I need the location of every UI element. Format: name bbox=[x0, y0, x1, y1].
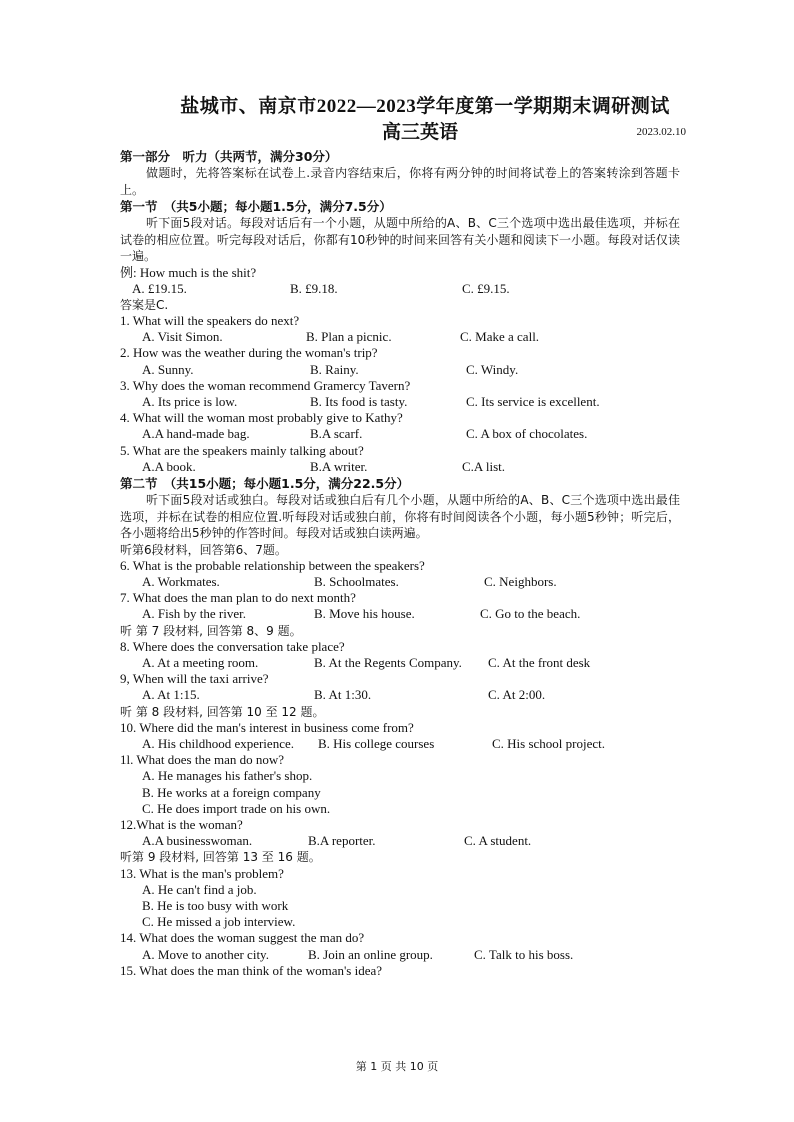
page-number: 第 1 页 共 10 页 bbox=[355, 1060, 439, 1073]
q9-option-c: C. At 2:00. bbox=[488, 687, 546, 703]
material-7-note: 听 第 7 段材料, 回答第 8、9 题。 bbox=[120, 623, 302, 638]
section1-heading: 第一节 （共5小题；每小题1.5分，满分7.5分） bbox=[120, 199, 392, 214]
question-5-options bbox=[120, 459, 680, 475]
q8-option-c: C. At the front desk bbox=[488, 654, 591, 670]
question-4: 4. What will the woman most probably give to Kathy? bbox=[120, 410, 403, 426]
q11-option-b: B. He works at a foreign company bbox=[142, 784, 321, 800]
q9-option-a: A. At 1:15. bbox=[142, 687, 200, 703]
question-15: 15. What does the man think of the woman's idea? bbox=[120, 962, 383, 978]
q14-option-a: A. Move to another city. bbox=[142, 946, 269, 962]
question-7-options bbox=[120, 606, 680, 622]
q13-option-a: A. He can't find a job. bbox=[142, 881, 257, 897]
question-6: 6. What is the probable relationship between the speakers? bbox=[120, 557, 425, 573]
q7-option-c: C. Go to the beach. bbox=[480, 606, 581, 622]
q3-option-a: A. Its price is low. bbox=[142, 394, 238, 410]
question-9-options bbox=[120, 687, 680, 703]
q5-option-c: C.A list. bbox=[462, 458, 505, 474]
q5-option-a: A.A book. bbox=[142, 458, 196, 474]
question-7: 7. What does the man plan to do next month? bbox=[120, 590, 356, 606]
question-9: 9, When will the taxi arrive? bbox=[120, 671, 269, 687]
q12-option-c: C. A student. bbox=[464, 833, 532, 849]
example-answer: 答案是C. bbox=[120, 297, 169, 312]
q4-option-a: A.A hand-made bag. bbox=[142, 426, 250, 442]
q6-option-a: A. Workmates. bbox=[142, 573, 220, 589]
q11-option-c: C. He does import trade on his own. bbox=[142, 800, 331, 816]
q2-option-b: B. Rainy. bbox=[310, 361, 359, 377]
q13-option-b: B. He is too busy with work bbox=[142, 897, 289, 913]
q4-option-c: C. A box of chocolates. bbox=[466, 426, 588, 442]
q2-option-a: A. Sunny. bbox=[142, 361, 194, 377]
example-question: 例: How much is the shit? bbox=[120, 264, 257, 280]
question-11: 1l. What does the man do now? bbox=[120, 752, 285, 768]
q1-option-a: A. Visit Simon. bbox=[142, 329, 223, 345]
exam-date: 2023.02.10 bbox=[636, 126, 686, 138]
question-14: 14. What does the woman suggest the man do? bbox=[120, 930, 365, 946]
q13-option-c: C. He missed a job interview. bbox=[142, 914, 296, 930]
q3-option-c: C. Its service is excellent. bbox=[466, 394, 600, 410]
question-2-options bbox=[120, 362, 680, 378]
q1-option-c: C. Make a call. bbox=[460, 329, 540, 345]
question-10: 10. Where did the man's interest in business come from? bbox=[120, 719, 414, 735]
q12-option-b: B.A reporter. bbox=[308, 833, 376, 849]
q3-option-b: B. Its food is tasty. bbox=[310, 394, 408, 410]
question-1-options bbox=[120, 329, 680, 345]
title-sub-row bbox=[120, 120, 686, 146]
q10-option-a: A. His childhood experience. bbox=[142, 735, 294, 751]
example-option-a: A. £19.15. bbox=[132, 280, 187, 296]
question-3-options bbox=[120, 394, 680, 410]
q8-option-a: A. At a meeting room. bbox=[142, 654, 259, 670]
exam-page bbox=[120, 92, 686, 979]
question-14-options bbox=[120, 947, 680, 963]
q5-option-b: B.A writer. bbox=[310, 458, 368, 474]
exam-title: 盐城市、南京市2022—2023学年度第一学期期末调研测试 bbox=[180, 96, 670, 117]
q6-option-c: C. Neighbors. bbox=[484, 573, 557, 589]
section2-heading: 第二节 （共15小题；每小题1.5分，满分22.5分） bbox=[120, 476, 410, 492]
example-option-b: B. £9.18. bbox=[290, 280, 338, 296]
question-8-options bbox=[120, 655, 680, 671]
q2-option-c: C. Windy. bbox=[466, 361, 519, 377]
question-12-options bbox=[120, 833, 680, 849]
question-6-options bbox=[120, 574, 680, 590]
q10-option-b: B. His college courses bbox=[318, 735, 435, 751]
question-2: 2. How was the weather during the woman's trip? bbox=[120, 345, 378, 361]
material-9-note: 听第 9 段材料, 回答第 13 至 16 题。 bbox=[120, 850, 321, 865]
q10-option-c: C. His school project. bbox=[492, 735, 606, 751]
q9-option-b: B. At 1:30. bbox=[314, 687, 372, 703]
q12-option-a: A.A businesswoman. bbox=[142, 833, 253, 849]
question-4-options bbox=[120, 426, 680, 442]
question-3: 3. Why does the woman recommend Gramercy Tavern? bbox=[120, 377, 411, 393]
section2-instructions: 听下面5段对话或独白。每段对话或独白后有几个小题，从题中所给的A、B、C三个选项中选出最佳选项，并标在试卷的相应位置.听每段对话或独白前，你将有时间阅读各个小题，每小题5秒钟；听完后，各小题将给出5秒钟的作答时间。每段对话或独白读两遍。 bbox=[120, 493, 680, 541]
example-option-c: C. £9.15. bbox=[462, 280, 510, 296]
question-10-options bbox=[120, 736, 680, 752]
part1-heading: 第一部分 听力（共两节，满分30分） bbox=[120, 149, 338, 164]
exam-subject: 高三英语 bbox=[381, 122, 458, 143]
q14-option-c: C. Talk to his boss. bbox=[474, 946, 574, 962]
q14-option-b: B. Join an online group. bbox=[308, 946, 433, 962]
q6-option-b: B. Schoolmates. bbox=[314, 573, 399, 589]
material-6-note: 听第6段材料，回答第6、7题。 bbox=[120, 542, 287, 557]
question-5: 5. What are the speakers mainly talking about? bbox=[120, 442, 364, 458]
question-12: 12.What is the woman? bbox=[120, 816, 243, 832]
material-8-note: 听 第 8 段材料, 回答第 10 至 12 题。 bbox=[120, 704, 325, 719]
q1-option-b: B. Plan a picnic. bbox=[306, 329, 392, 345]
q11-option-a: A. He manages his father's shop. bbox=[142, 768, 313, 784]
q7-option-a: A. Fish by the river. bbox=[142, 606, 246, 622]
part1-intro: 做题时，先将答案标在试卷上.录音内容结束后，你将有两分钟的时间将试卷上的答案转涂到答题卡上。 bbox=[120, 166, 680, 197]
q7-option-b: B. Move his house. bbox=[314, 606, 415, 622]
section1-instructions: 听下面5段对话。每段对话后有一个小题，从题中所给的A、B、C三个选项中选出最佳选项，并标在试卷的相应位置。听完每段对话后，你都有10秒钟的时间来回答有关小题和阅读下一小题。每段对话仅读一遍。 bbox=[120, 216, 680, 263]
question-13: 13. What is the man's problem? bbox=[120, 865, 284, 881]
question-1: 1. What will the speakers do next? bbox=[120, 313, 300, 329]
q8-option-b: B. At the Regents Company. bbox=[314, 654, 462, 670]
question-8: 8. Where does the conversation take place? bbox=[120, 638, 345, 654]
example-options bbox=[120, 281, 680, 297]
q4-option-b: B.A scarf. bbox=[310, 426, 363, 442]
